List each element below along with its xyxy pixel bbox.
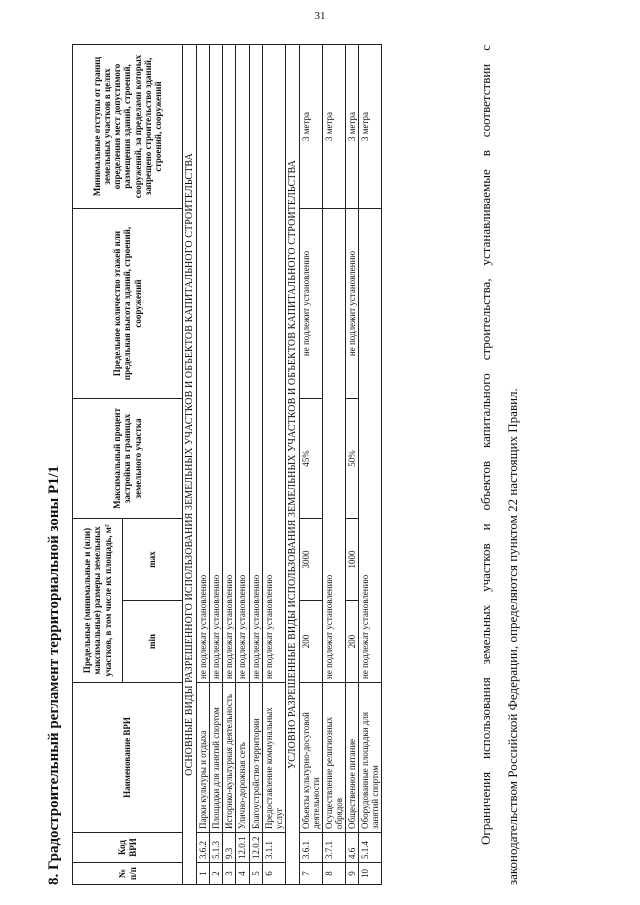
section-main-heading: ОСНОВНЫЕ ВИДЫ РАЗРЕШЕННОГО ИСПОЛЬЗОВАНИЯ ЗЕМЕЛЬНЫХ УЧАСТКОВ И ОБЪЕКТОВ КАПИТАЛЬНОГО СТРОИТЕЛЬСТВА bbox=[183, 44, 197, 884]
row-code: 3.6.2 bbox=[197, 833, 210, 863]
row-name: Осуществление религиозных обрядов bbox=[323, 683, 346, 833]
header-min: min bbox=[123, 601, 183, 683]
row-number: 3 bbox=[223, 863, 236, 885]
rotated-page-content bbox=[40, 19, 600, 885]
row-name: Площадки для занятий спортом bbox=[210, 683, 223, 833]
row-value: не подлежат установлению bbox=[262, 44, 285, 682]
row-setback: 3 метра bbox=[323, 44, 346, 208]
header-name: Наименование ВРИ bbox=[73, 683, 183, 833]
row-max-area: 3000 bbox=[299, 518, 322, 600]
row-code: 3.1.1 bbox=[262, 833, 285, 863]
table-row bbox=[262, 44, 285, 884]
row-value: не подлежат установлению bbox=[210, 44, 223, 682]
table-row bbox=[249, 44, 262, 884]
header-code: Код ВРИ bbox=[73, 833, 183, 863]
table-row bbox=[323, 44, 346, 884]
header-floors: Предельное количество этажей или предельная высота зданий, строений, сооружений bbox=[73, 208, 183, 398]
table-row bbox=[236, 44, 249, 884]
row-coverage: 50% bbox=[346, 398, 359, 518]
header-setback: Минимальные отступы от границ земельных участков в целях определения мест допустимого размещения зданий, строений, сооружений, за пределами которых запрещено строительство зданий, строений, сооружений bbox=[73, 44, 183, 208]
row-value: не подлежат установлению bbox=[197, 44, 210, 682]
row-name: Оборудованные площадки для занятий спортом bbox=[359, 683, 382, 833]
row-floors: не подлежит установлению bbox=[299, 208, 322, 398]
row-min-area: 200 bbox=[346, 601, 359, 683]
row-value: не подлежат установлению bbox=[249, 44, 262, 682]
row-code: 12.0.2 bbox=[249, 833, 262, 863]
table-row bbox=[359, 44, 382, 884]
row-size-text: не подлежат установлению bbox=[323, 208, 346, 682]
header-number: № п/п bbox=[73, 863, 183, 885]
row-name: Историко-культурная деятельность bbox=[223, 683, 236, 833]
row-setback: 3 метра bbox=[359, 44, 382, 208]
row-number: 4 bbox=[236, 863, 249, 885]
header-size-group: Предельные (минимальные и (или) максимальные) размеры земельных участков, в том числе их площадь, м² bbox=[73, 518, 123, 682]
row-number: 2 bbox=[210, 863, 223, 885]
section-title: 8. Градостроительный регламент территориальной зоны Р1/1 bbox=[46, 465, 62, 885]
footer-paragraph: Ограничения использования земельных участков и объектов капитального строительства, устанавливаемые в соответствии с законодательством Российской Федерации, определяются пунктом 22 настоящих Правил. bbox=[478, 45, 520, 885]
row-coverage: 45% bbox=[299, 398, 322, 518]
row-setback: 3 метра bbox=[346, 44, 359, 208]
row-code: 5.1.4 bbox=[359, 833, 382, 863]
row-code: 12.0.1 bbox=[236, 833, 249, 863]
row-floors: не подлежит установлению bbox=[346, 208, 359, 398]
row-code: 3.6.1 bbox=[299, 833, 322, 863]
table-row bbox=[223, 44, 236, 884]
header-coverage: Максимальный процент застройки в границах земельного участка bbox=[73, 398, 183, 518]
row-code: 4.6 bbox=[346, 833, 359, 863]
row-code: 5.1.3 bbox=[210, 833, 223, 863]
row-number: 10 bbox=[359, 863, 382, 885]
table-row bbox=[210, 44, 223, 884]
row-code: 9.3 bbox=[223, 833, 236, 863]
row-code: 3.7.1 bbox=[323, 833, 346, 863]
row-number: 7 bbox=[299, 863, 322, 885]
row-min-area: 200 bbox=[299, 601, 322, 683]
table-row bbox=[299, 44, 322, 884]
row-value: не подлежат установлению bbox=[223, 44, 236, 682]
page-number: 31 bbox=[314, 10, 326, 22]
table-row bbox=[346, 44, 359, 884]
row-name: Общественное питание bbox=[346, 683, 359, 833]
row-name: Предоставление коммунальных услуг bbox=[262, 683, 285, 833]
row-number: 5 bbox=[249, 863, 262, 885]
table-row bbox=[197, 44, 210, 884]
row-name: Улично-дорожная сеть bbox=[236, 683, 249, 833]
row-value: не подлежат установлению bbox=[236, 44, 249, 682]
row-size-text: не подлежат установлению bbox=[359, 208, 382, 682]
row-name: Благоустройство территории bbox=[249, 683, 262, 833]
row-number: 1 bbox=[197, 863, 210, 885]
row-name: Объекты культурно-досуговой деятельности bbox=[299, 683, 322, 833]
row-number: 9 bbox=[346, 863, 359, 885]
header-max: max bbox=[123, 518, 183, 600]
row-number: 8 bbox=[323, 863, 346, 885]
row-setback: 3 метра bbox=[299, 44, 322, 208]
row-max-area: 1000 bbox=[346, 518, 359, 600]
row-number: 6 bbox=[262, 863, 285, 885]
regulation-table bbox=[72, 44, 382, 885]
row-name: Парки культуры и отдыха bbox=[197, 683, 210, 833]
section-conditional-heading: УСЛОВНО РАЗРЕШЕННЫЕ ВИДЫ ИСПОЛЬЗОВАНИЯ ЗЕМЕЛЬНЫХ УЧАСТКОВ И ОБЪЕКТОВ КАПИТАЛЬНОГО СТРОИТЕЛЬСТВА bbox=[285, 44, 299, 884]
